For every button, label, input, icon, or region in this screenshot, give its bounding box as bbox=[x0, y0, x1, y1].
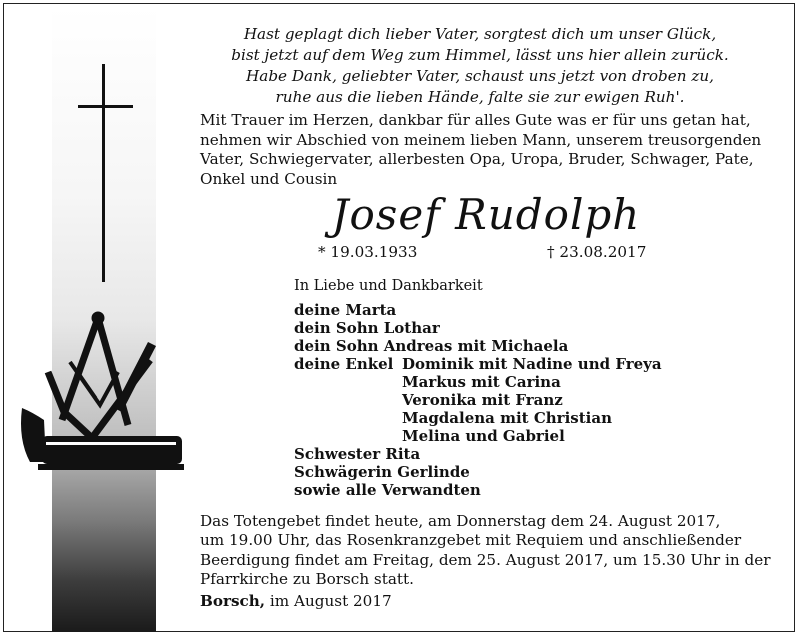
carpenter-plane-icon bbox=[21, 408, 184, 470]
grandchild: Magdalena mit Christian bbox=[402, 409, 612, 427]
intro-line: nehmen wir Abschied von meinem lieben Mann, unserem treusorgenden bbox=[200, 130, 762, 149]
funeral-details bbox=[200, 512, 780, 589]
family-member: dein Sohn Andreas mit Michaela bbox=[294, 337, 569, 355]
cross-icon bbox=[78, 64, 133, 282]
family-member: Schwägerin Gerlinde bbox=[294, 463, 470, 481]
love-line: In Liebe und Dankbarkeit bbox=[294, 278, 483, 294]
family-list bbox=[294, 301, 662, 499]
family-member: sowie alle Verwandten bbox=[294, 481, 481, 499]
death-date: † 23.08.2017 bbox=[547, 243, 647, 261]
decorative-art bbox=[0, 0, 200, 637]
intro-line: Mit Trauer im Herzen, dankbar für alles Gute was er für uns getan hat, bbox=[200, 111, 751, 129]
grandchild: Dominik mit Nadine und Freya bbox=[402, 355, 662, 373]
grandchildren-row bbox=[294, 355, 662, 373]
grandchild: Melina und Gabriel bbox=[402, 427, 565, 445]
funeral-line: Pfarrkirche zu Borsch statt. bbox=[200, 569, 414, 588]
poem-line: ruhe aus die lieben Hände, falte sie zur ewigen Ruh'. bbox=[275, 88, 685, 106]
place-date-line bbox=[200, 592, 392, 610]
funeral-line: um 19.00 Uhr, das Rosenkranzgebet mit Requiem und anschließender bbox=[200, 531, 742, 550]
family-member: Schwester Rita bbox=[294, 445, 421, 463]
place-name: Borsch, bbox=[200, 592, 266, 610]
intro-line: Vater, Schwiegervater, allerbesten Opa, Uropa, Bruder, Schwager, Pate, bbox=[200, 150, 754, 168]
poem-line: Hast geplagt dich lieber Vater, sorgtest dich um unser Glück, bbox=[243, 25, 717, 43]
intro-line: Onkel und Cousin bbox=[200, 169, 338, 188]
family-member: deine Marta bbox=[294, 301, 397, 319]
intro-text bbox=[200, 111, 780, 189]
family-member: dein Sohn Lothar bbox=[294, 319, 440, 337]
funeral-line: Beerdigung findet am Freitag, dem 25. August 2017, um 15.30 Uhr in der bbox=[200, 550, 771, 569]
grandchild: Markus mit Carina bbox=[402, 373, 561, 391]
poem-line: Habe Dank, geliebter Vater, schaust uns jetzt von droben zu, bbox=[246, 67, 714, 85]
date-text: im August 2017 bbox=[265, 592, 392, 610]
funeral-line: Das Totengebet findet heute, am Donnerstag dem 24. August 2017, bbox=[200, 512, 721, 530]
grandchildren-label: deine Enkel bbox=[294, 355, 394, 373]
birth-date: * 19.03.1933 bbox=[318, 243, 418, 261]
compass-square-icon bbox=[48, 312, 152, 438]
grandchild: Veronika mit Franz bbox=[402, 391, 563, 409]
deceased-name: Josef Rudolph bbox=[331, 190, 641, 239]
poem bbox=[200, 24, 760, 108]
poem-line: bist jetzt auf dem Weg zum Himmel, lässt uns hier allein zurück. bbox=[231, 46, 729, 64]
